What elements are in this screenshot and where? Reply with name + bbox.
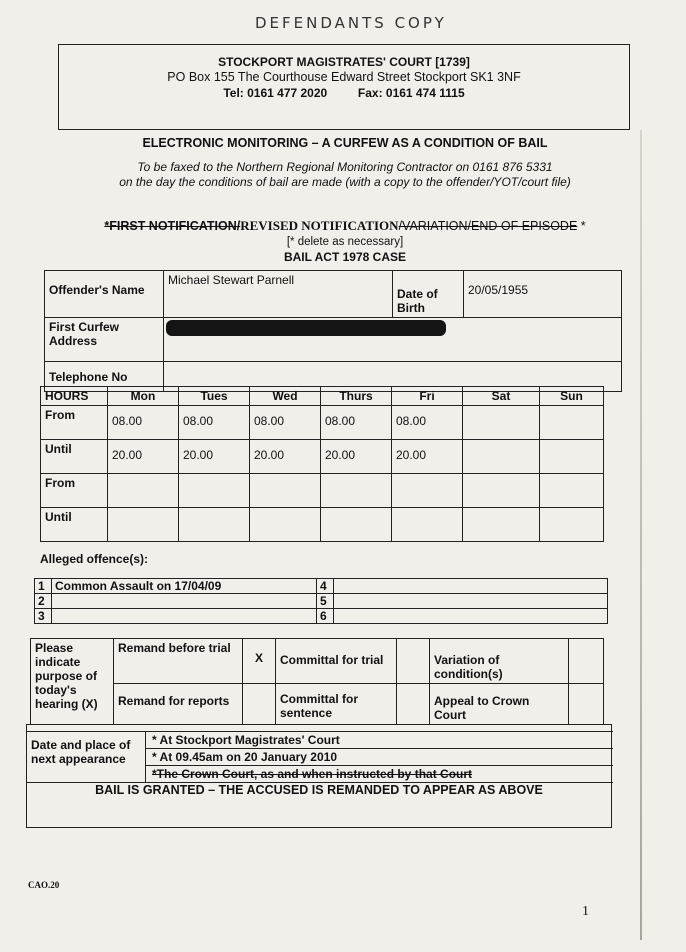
offences-label: Alleged offence(s): [40, 552, 149, 566]
fax-instruction: To be faxed to the Northern Regional Monitoring Contractor on 0161 876 5331 [137, 160, 553, 174]
offender-name: Michael Stewart Parnell [164, 271, 393, 318]
dob-value: 20/05/1955 [464, 271, 622, 318]
hours-cell [392, 508, 463, 542]
offender-details-table [44, 270, 622, 392]
court-tel: Tel: 0161 477 2020 [223, 86, 328, 100]
offence-number: 5 [317, 594, 334, 609]
next-appearance-table [27, 731, 613, 783]
day-sat: Sat [463, 387, 540, 406]
court-phone-fax [59, 86, 629, 100]
day-tues: Tues [179, 387, 250, 406]
curfew-address-value [164, 318, 622, 362]
hours-cell [179, 508, 250, 542]
dob-label: Date of Birth [393, 271, 464, 318]
hours-cell: 08.00 [108, 406, 179, 440]
court-header-box [58, 44, 630, 130]
notification-star: * [577, 219, 586, 233]
next-appearance-details [146, 732, 614, 783]
offence-number: 3 [35, 609, 52, 624]
hours-cell [463, 440, 540, 474]
appearance-time: * At 09.45am on 20 January 2010 [146, 749, 613, 766]
committal-trial-mark [397, 639, 430, 684]
hours-row-from-2 [41, 474, 604, 508]
hours-cell [250, 474, 321, 508]
variation-label: Variation of condition(s) [430, 639, 569, 684]
hours-cell [463, 474, 540, 508]
hours-row-label: From [41, 474, 108, 508]
court-fax: Fax: 0161 474 1115 [357, 86, 465, 100]
form-title: ELECTRONIC MONITORING – A CURFEW AS A CONDITION OF BAIL [142, 136, 548, 150]
redaction-block [166, 320, 446, 336]
hours-row-label: Until [41, 508, 108, 542]
committal-trial-label: Committal for trial [276, 639, 397, 684]
offence-number: 2 [35, 594, 52, 609]
hours-row-until-1 [41, 440, 604, 474]
curfew-address-label: First Curfew Address [45, 318, 164, 362]
hours-cell [540, 406, 604, 440]
notification-type [60, 218, 630, 234]
hours-row-label: From [41, 406, 108, 440]
bail-act: BAIL ACT 1978 CASE [283, 250, 407, 264]
fax-instruction-2: on the day the conditions of bail are made (with a copy to the offender/YOT/court file) [119, 175, 571, 189]
page-edge-shadow [640, 130, 642, 940]
hours-cell: 20.00 [250, 440, 321, 474]
hearing-purpose-table [30, 638, 604, 725]
hours-cell [321, 474, 392, 508]
curfew-hours-table [40, 386, 604, 542]
hours-cell: 20.00 [179, 440, 250, 474]
hours-cell: 20.00 [321, 440, 392, 474]
offence-number: 4 [317, 579, 334, 594]
court-name: STOCKPORT MAGISTRATES' COURT [1739] [218, 55, 470, 69]
hours-cell [179, 474, 250, 508]
telephone-label: Telephone No [45, 362, 164, 392]
appeal-mark [569, 684, 604, 725]
appearance-crown-court-struck: *The Crown Court, as and when instructed by that Court [152, 767, 473, 781]
offence-text [334, 609, 608, 624]
hours-cell: 08.00 [321, 406, 392, 440]
offence-text [52, 609, 317, 624]
offence-number: 6 [317, 609, 334, 624]
hours-cell [321, 508, 392, 542]
day-sun: Sun [540, 387, 604, 406]
next-appearance-label: Date and place of next appearance [27, 732, 146, 783]
form-code: CAO.20 [28, 880, 60, 890]
handwritten-header: DEFENDANTS COPY [255, 14, 447, 32]
hours-cell: 20.00 [108, 440, 179, 474]
delete-note: [* delete as necessary] [286, 236, 404, 248]
hours-cell [463, 508, 540, 542]
hours-cell [392, 474, 463, 508]
hours-cell [540, 474, 604, 508]
purpose-label: Please indicate purpose of today's hearing (X) [31, 639, 114, 725]
hours-row-from-1 [41, 406, 604, 440]
notification-first-struck: *FIRST NOTIFICATION/ [104, 219, 241, 233]
hours-row-label: Until [41, 440, 108, 474]
day-wed: Wed [250, 387, 321, 406]
offence-number: 1 [35, 579, 52, 594]
day-fri: Fri [392, 387, 463, 406]
hours-cell [540, 440, 604, 474]
hours-cell: 08.00 [179, 406, 250, 440]
offender-name-label: Offender's Name [45, 271, 164, 318]
offence-text [334, 594, 608, 609]
offences-table [34, 578, 608, 624]
next-appearance-box [26, 724, 612, 828]
remand-reports-mark [243, 684, 276, 725]
remand-reports-label: Remand for reports [114, 684, 243, 725]
hours-cell: 20.00 [392, 440, 463, 474]
day-mon: Mon [108, 387, 179, 406]
hours-cell [540, 508, 604, 542]
variation-mark [569, 639, 604, 684]
offence-text [52, 594, 317, 609]
appeal-label: Appeal to Crown Court [430, 684, 569, 725]
page-number: 1 [582, 904, 589, 919]
appearance-place: * At Stockport Magistrates' Court [146, 732, 613, 749]
offence-text [334, 579, 608, 594]
committal-sentence-mark [397, 684, 430, 725]
hours-row-until-2 [41, 508, 604, 542]
hours-cell: 08.00 [392, 406, 463, 440]
committal-sentence-label: Committal for sentence [276, 684, 397, 725]
hours-cell [463, 406, 540, 440]
day-thurs: Thurs [321, 387, 392, 406]
notification-rest-struck: /VARIATION/END OF EPISODE [398, 219, 578, 233]
bail-granted-statement: BAIL IS GRANTED – THE ACCUSED IS REMANDED TO APPEAR AS ABOVE [95, 783, 543, 797]
notification-revised: REVISED NOTIFICATION [240, 218, 399, 233]
hours-cell [108, 474, 179, 508]
offence-text: Common Assault on 17/04/09 [52, 579, 317, 594]
remand-before-trial-mark: X [243, 639, 276, 684]
court-address: PO Box 155 The Courthouse Edward Street Stockport SK1 3NF [167, 70, 521, 84]
remand-before-trial-label: Remand before trial [114, 639, 243, 684]
hours-cell [108, 508, 179, 542]
hours-cell [250, 508, 321, 542]
hours-cell: 08.00 [250, 406, 321, 440]
hours-header: HOURS [41, 387, 108, 406]
